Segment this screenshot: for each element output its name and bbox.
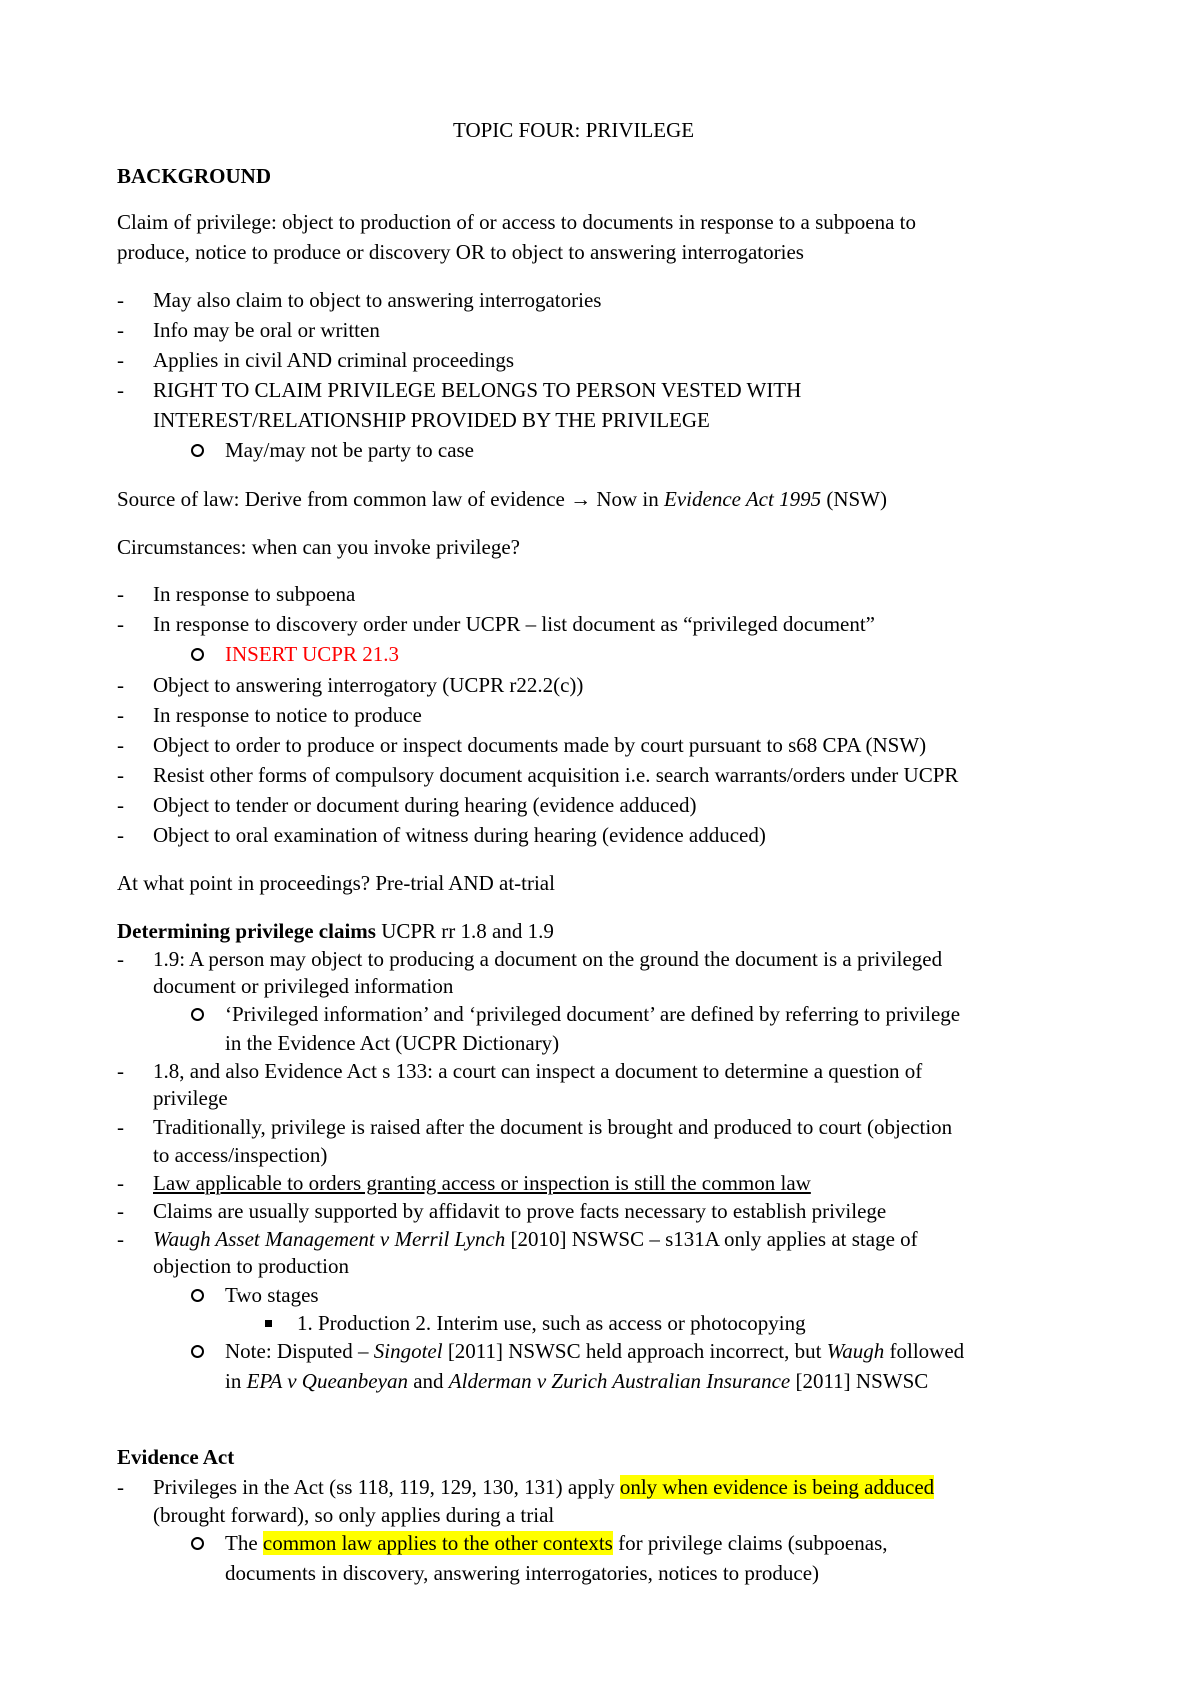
dash-bullet: - bbox=[117, 1199, 124, 1223]
list-item: May also claim to object to answering interrogatories bbox=[153, 288, 602, 312]
circumstances-line: Circumstances: when can you invoke privilege? bbox=[117, 535, 520, 559]
list-item: Object to answering interrogatory (UCPR r22.2(c)) bbox=[153, 673, 584, 697]
sub-list-item: May/may not be party to case bbox=[225, 438, 475, 462]
circle-bullet-icon bbox=[191, 444, 204, 457]
circle-bullet-icon bbox=[191, 1537, 204, 1550]
list-item: Object to oral examination of witness during hearing (evidence adduced) bbox=[153, 823, 766, 847]
dash-bullet: - bbox=[117, 673, 124, 697]
dash-bullet: - bbox=[117, 378, 124, 402]
source-of-law: Source of law: Derive from common law of evidence → Now in Evidence Act 1995 (NSW) bbox=[117, 487, 887, 511]
list-item: Applies in civil AND criminal proceedings bbox=[153, 348, 515, 372]
circle-bullet-icon bbox=[191, 1008, 204, 1021]
list-item: Object to tender or document during hearing (evidence adduced) bbox=[153, 793, 697, 817]
list-item: In response to notice to produce bbox=[153, 703, 422, 727]
dash-bullet: - bbox=[117, 1475, 124, 1499]
sub-list-item: ‘Privileged information’ and ‘privileged document’ are defined by referring to privilege bbox=[225, 1002, 961, 1026]
dash-bullet: - bbox=[117, 1171, 124, 1195]
sub-list-item-continuation: in EPA v Queanbeyan and Alderman v Zurich Australian Insurance [2011] NSWSC bbox=[225, 1369, 929, 1393]
list-item: Info may be oral or written bbox=[153, 318, 380, 342]
dash-bullet: - bbox=[117, 1059, 124, 1083]
dash-bullet: - bbox=[117, 763, 124, 787]
list-item: RIGHT TO CLAIM PRIVILEGE BELONGS TO PERSON VESTED WITH bbox=[153, 378, 802, 402]
list-item: Privileges in the Act (ss 118, 119, 129, 130, 131) apply only when evidence is being adduced bbox=[153, 1475, 935, 1499]
list-item-continuation: objection to production bbox=[153, 1254, 349, 1278]
claim-line-1: Claim of privilege: object to production of or access to documents in response to a subpoena to bbox=[117, 210, 916, 234]
circle-bullet-icon bbox=[191, 648, 204, 661]
list-item-continuation: document or privileged information bbox=[153, 974, 454, 998]
dash-bullet: - bbox=[117, 947, 124, 971]
list-item: Law applicable to orders granting access or inspection is still the common law bbox=[153, 1171, 811, 1195]
dash-bullet: - bbox=[117, 793, 124, 817]
list-item: Traditionally, privilege is raised after the document is brought and produced to court (objection bbox=[153, 1115, 953, 1139]
sub-list-item: Note: Disputed – Singotel [2011] NSWSC held approach incorrect, but Waugh followed bbox=[225, 1339, 965, 1363]
square-bullet-icon bbox=[265, 1320, 272, 1327]
list-item: 1.9: A person may object to producing a document on the ground the document is a privileged bbox=[153, 947, 943, 971]
sub-list-item-continuation: documents in discovery, answering interrogatories, notices to produce) bbox=[225, 1561, 820, 1585]
dash-bullet: - bbox=[117, 612, 124, 636]
claim-line-2: produce, notice to produce or discovery OR to object to answering interrogatories bbox=[117, 240, 804, 264]
background-heading: BACKGROUND bbox=[117, 164, 272, 188]
list-item: Resist other forms of compulsory document acquisition i.e. search warrants/orders under UCPR bbox=[153, 763, 959, 787]
insert-ucpr-note: INSERT UCPR 21.3 bbox=[225, 642, 399, 666]
sub-sub-list-item: 1. Production 2. Interim use, such as access or photocopying bbox=[297, 1311, 806, 1335]
dash-bullet: - bbox=[117, 582, 124, 606]
list-item: Waugh Asset Management v Merril Lynch [2010] NSWSC – s131A only applies at stage of bbox=[153, 1227, 918, 1251]
list-item: In response to subpoena bbox=[153, 582, 356, 606]
list-item: In response to discovery order under UCPR – list document as “privileged document” bbox=[153, 612, 875, 636]
at-what-point: At what point in proceedings? Pre-trial AND at-trial bbox=[117, 871, 555, 895]
sub-list-item: Two stages bbox=[225, 1283, 319, 1307]
sub-list-item: The common law applies to the other contexts for privilege claims (subpoenas, bbox=[225, 1531, 888, 1555]
evidence-act-heading: Evidence Act bbox=[117, 1445, 235, 1469]
determining-heading: Determining privilege claims UCPR rr 1.8 and 1.9 bbox=[117, 919, 554, 943]
dash-bullet: - bbox=[117, 1115, 124, 1139]
list-item-continuation: (brought forward), so only applies during a trial bbox=[153, 1503, 555, 1527]
list-item: 1.8, and also Evidence Act s 133: a court can inspect a document to determine a question of bbox=[153, 1059, 923, 1083]
list-item: Object to order to produce or inspect documents made by court pursuant to s68 CPA (NSW) bbox=[153, 733, 927, 757]
dash-bullet: - bbox=[117, 703, 124, 727]
dash-bullet: - bbox=[117, 823, 124, 847]
dash-bullet: - bbox=[117, 1227, 124, 1251]
dash-bullet: - bbox=[117, 733, 124, 757]
highlight: common law applies to the other contexts bbox=[262, 1531, 613, 1555]
list-item: Claims are usually supported by affidavit to prove facts necessary to establish privilege bbox=[153, 1199, 887, 1223]
list-item-continuation: privilege bbox=[153, 1086, 228, 1110]
highlight: only when evidence is being adduced bbox=[619, 1475, 935, 1499]
dash-bullet: - bbox=[117, 288, 124, 312]
dash-bullet: - bbox=[117, 318, 124, 342]
list-item-continuation: to access/inspection) bbox=[153, 1143, 328, 1167]
list-item-continuation: INTEREST/RELATIONSHIP PROVIDED BY THE PRIVILEGE bbox=[153, 408, 710, 432]
dash-bullet: - bbox=[117, 348, 124, 372]
sub-list-item-continuation: in the Evidence Act (UCPR Dictionary) bbox=[225, 1031, 560, 1055]
circle-bullet-icon bbox=[191, 1345, 204, 1358]
arrow-icon: → bbox=[570, 487, 592, 511]
page-title: TOPIC FOUR: PRIVILEGE bbox=[453, 118, 695, 142]
circle-bullet-icon bbox=[191, 1289, 204, 1302]
